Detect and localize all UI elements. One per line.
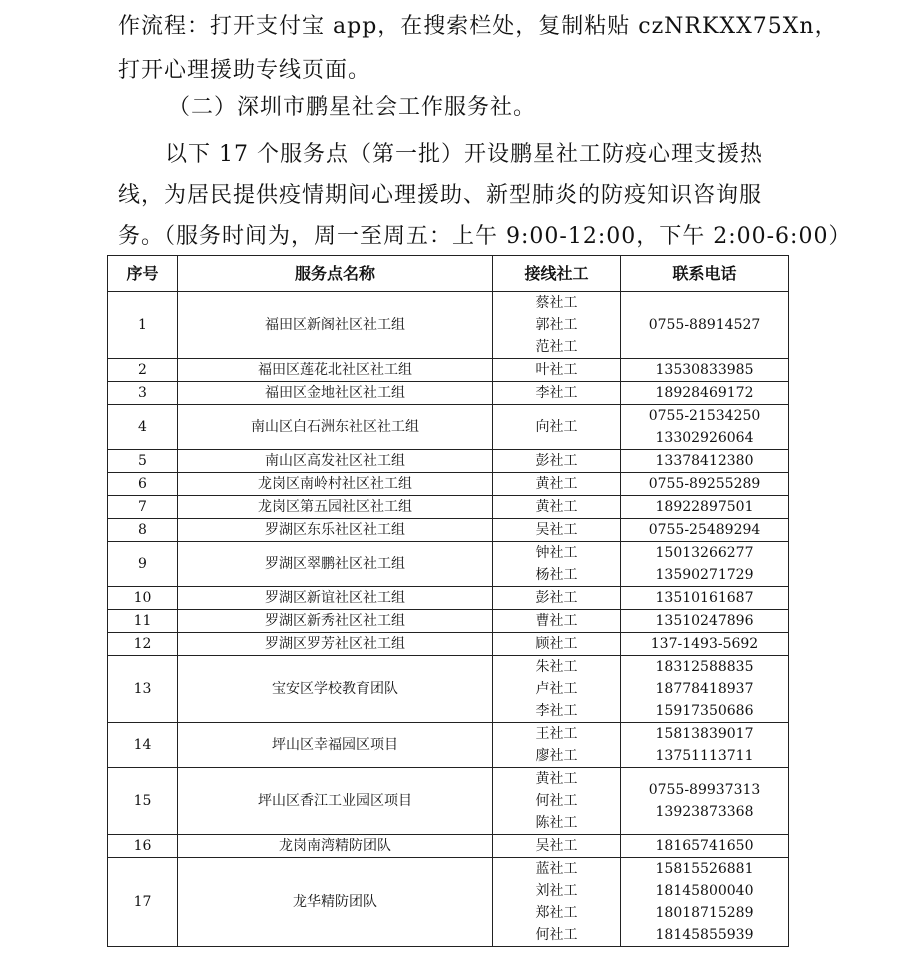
phone-cell bbox=[621, 473, 789, 496]
row-number: 14 bbox=[108, 723, 178, 768]
phone-number: 13302926064 bbox=[655, 430, 754, 446]
table-row bbox=[108, 405, 789, 450]
phone-number: 0755-21534250 bbox=[648, 408, 761, 424]
table-header-row bbox=[108, 256, 789, 292]
row-number: 15 bbox=[108, 768, 178, 835]
header-worker: 接线社工 bbox=[493, 256, 621, 292]
service-point-name: 龙华精防团队 bbox=[178, 858, 493, 947]
phone-cell bbox=[621, 723, 789, 768]
worker-cell bbox=[493, 656, 621, 723]
phone-cell bbox=[621, 858, 789, 947]
table-row bbox=[108, 768, 789, 835]
phone-number: 18018715289 bbox=[655, 905, 754, 921]
service-point-name: 龙岗南湾精防团队 bbox=[178, 835, 493, 858]
table-body bbox=[108, 292, 789, 947]
phone-number: 0755-89937313 bbox=[648, 782, 761, 798]
service-point-name: 罗湖区罗芳社区社工组 bbox=[178, 633, 493, 656]
worker-name: 黄社工 bbox=[535, 499, 578, 515]
section-heading: （二）深圳市鹏星社会工作服务社。 bbox=[168, 95, 537, 120]
phone-number: 0755-89255289 bbox=[648, 476, 761, 492]
worker-cell bbox=[493, 450, 621, 473]
phone-number: 13510247896 bbox=[655, 613, 754, 629]
row-number: 3 bbox=[108, 382, 178, 405]
worker-name: 叶社工 bbox=[535, 362, 578, 378]
worker-cell bbox=[493, 858, 621, 947]
worker-name: 彭社工 bbox=[535, 453, 578, 469]
phone-cell bbox=[621, 835, 789, 858]
table-row bbox=[108, 473, 789, 496]
worker-cell bbox=[493, 382, 621, 405]
worker-cell bbox=[493, 405, 621, 450]
service-point-name: 南山区高发社区社工组 bbox=[178, 450, 493, 473]
row-number: 11 bbox=[108, 610, 178, 633]
row-number: 4 bbox=[108, 405, 178, 450]
worker-name: 郭社工 bbox=[535, 317, 578, 333]
intro-line-2: 打开心理援助专线页面。 bbox=[118, 58, 372, 83]
worker-name: 向社工 bbox=[535, 419, 578, 435]
phone-number: 18778418937 bbox=[655, 681, 754, 697]
worker-name: 范社工 bbox=[535, 339, 578, 355]
worker-name: 何社工 bbox=[535, 793, 578, 809]
table-row bbox=[108, 542, 789, 587]
phone-cell bbox=[621, 519, 789, 542]
service-point-name: 坪山区幸福园区项目 bbox=[178, 723, 493, 768]
service-point-name: 龙岗区南岭村社区社工组 bbox=[178, 473, 493, 496]
phone-number: 15815526881 bbox=[655, 861, 754, 877]
worker-name: 曹社工 bbox=[535, 613, 578, 629]
row-number: 1 bbox=[108, 292, 178, 359]
worker-name: 王社工 bbox=[535, 726, 578, 742]
worker-cell bbox=[493, 496, 621, 519]
phone-number: 18165741650 bbox=[655, 838, 754, 854]
phone-number: 15917350686 bbox=[655, 703, 754, 719]
worker-name: 黄社工 bbox=[535, 771, 578, 787]
phone-cell bbox=[621, 656, 789, 723]
table-row bbox=[108, 292, 789, 359]
service-points-table bbox=[107, 255, 789, 947]
phone-number: 0755-25489294 bbox=[648, 522, 761, 538]
worker-name: 朱社工 bbox=[535, 659, 578, 675]
row-number: 2 bbox=[108, 359, 178, 382]
phone-cell bbox=[621, 382, 789, 405]
table-row bbox=[108, 519, 789, 542]
worker-name: 蔡社工 bbox=[535, 295, 578, 311]
worker-name: 钟社工 bbox=[535, 545, 578, 561]
phone-number: 13378412380 bbox=[655, 453, 754, 469]
service-point-name: 南山区白石洲东社区社工组 bbox=[178, 405, 493, 450]
worker-name: 刘社工 bbox=[535, 883, 578, 899]
worker-cell bbox=[493, 610, 621, 633]
table-row bbox=[108, 359, 789, 382]
phone-number: 13751113711 bbox=[655, 748, 754, 764]
phone-number: 15813839017 bbox=[655, 726, 754, 742]
row-number: 5 bbox=[108, 450, 178, 473]
phone-cell bbox=[621, 610, 789, 633]
worker-name: 陈社工 bbox=[535, 815, 578, 831]
row-number: 13 bbox=[108, 656, 178, 723]
intro-line-4: 以下 17 个服务点（第一批）开设鹏星社工防疫心理支援热 bbox=[165, 142, 763, 167]
table-row bbox=[108, 633, 789, 656]
header-phone: 联系电话 bbox=[621, 256, 789, 292]
worker-name: 蓝社工 bbox=[535, 861, 578, 877]
phone-number: 18145855939 bbox=[655, 927, 754, 943]
worker-cell bbox=[493, 542, 621, 587]
worker-cell bbox=[493, 768, 621, 835]
worker-name: 何社工 bbox=[535, 927, 578, 943]
phone-number: 18928469172 bbox=[655, 385, 754, 401]
service-point-name: 罗湖区新谊社区社工组 bbox=[178, 587, 493, 610]
table-row bbox=[108, 858, 789, 947]
phone-number: 18312588835 bbox=[655, 659, 754, 675]
worker-name: 李社工 bbox=[535, 703, 578, 719]
service-point-name: 龙岗区第五园社区社工组 bbox=[178, 496, 493, 519]
row-number: 9 bbox=[108, 542, 178, 587]
row-number: 16 bbox=[108, 835, 178, 858]
worker-name: 李社工 bbox=[535, 385, 578, 401]
phone-cell bbox=[621, 496, 789, 519]
header-no: 序号 bbox=[108, 256, 178, 292]
phone-number: 13510161687 bbox=[655, 590, 754, 606]
table-row bbox=[108, 496, 789, 519]
phone-cell bbox=[621, 633, 789, 656]
intro-line-1: 作流程：打开支付宝 app，在搜索栏处，复制粘贴 czNRKXX75Xn， bbox=[118, 14, 838, 39]
phone-cell bbox=[621, 450, 789, 473]
header-name: 服务点名称 bbox=[178, 256, 493, 292]
worker-cell bbox=[493, 723, 621, 768]
row-number: 6 bbox=[108, 473, 178, 496]
phone-cell bbox=[621, 542, 789, 587]
worker-cell bbox=[493, 473, 621, 496]
phone-number: 18922897501 bbox=[655, 499, 754, 515]
service-point-name: 罗湖区东乐社区社工组 bbox=[178, 519, 493, 542]
worker-name: 杨社工 bbox=[535, 567, 578, 583]
worker-name: 吴社工 bbox=[535, 838, 578, 854]
phone-number: 18145800040 bbox=[655, 883, 754, 899]
worker-cell bbox=[493, 359, 621, 382]
worker-cell bbox=[493, 633, 621, 656]
worker-cell bbox=[493, 292, 621, 359]
service-point-name: 福田区新阁社区社工组 bbox=[178, 292, 493, 359]
table-row bbox=[108, 723, 789, 768]
table-row bbox=[108, 656, 789, 723]
service-point-name: 罗湖区翠鹏社区社工组 bbox=[178, 542, 493, 587]
row-number: 10 bbox=[108, 587, 178, 610]
table-row bbox=[108, 450, 789, 473]
worker-name: 卢社工 bbox=[535, 681, 578, 697]
worker-cell bbox=[493, 519, 621, 542]
worker-name: 吴社工 bbox=[535, 522, 578, 538]
phone-cell bbox=[621, 359, 789, 382]
intro-line-5: 线，为居民提供疫情期间心理援助、新型肺炎的防疫知识咨询服 bbox=[118, 183, 763, 208]
table-row bbox=[108, 587, 789, 610]
service-point-name: 福田区金地社区社工组 bbox=[178, 382, 493, 405]
worker-name: 彭社工 bbox=[535, 590, 578, 606]
worker-name: 郑社工 bbox=[535, 905, 578, 921]
table-row bbox=[108, 610, 789, 633]
row-number: 12 bbox=[108, 633, 178, 656]
service-point-name: 罗湖区新秀社区社工组 bbox=[178, 610, 493, 633]
service-point-name: 福田区莲花北社区社工组 bbox=[178, 359, 493, 382]
worker-name: 廖社工 bbox=[535, 748, 578, 764]
phone-number: 0755-88914527 bbox=[648, 317, 761, 333]
phone-number: 13923873368 bbox=[655, 804, 754, 820]
row-number: 17 bbox=[108, 858, 178, 947]
phone-cell bbox=[621, 587, 789, 610]
service-point-name: 坪山区香江工业园区项目 bbox=[178, 768, 493, 835]
phone-number: 137-1493-5692 bbox=[650, 636, 759, 652]
row-number: 7 bbox=[108, 496, 178, 519]
worker-cell bbox=[493, 587, 621, 610]
phone-cell bbox=[621, 405, 789, 450]
worker-name: 顾社工 bbox=[535, 636, 578, 652]
row-number: 8 bbox=[108, 519, 178, 542]
service-point-name: 宝安区学校教育团队 bbox=[178, 656, 493, 723]
phone-number: 13590271729 bbox=[655, 567, 754, 583]
phone-cell bbox=[621, 292, 789, 359]
phone-number: 15013266277 bbox=[655, 545, 754, 561]
table-row bbox=[108, 382, 789, 405]
intro-line-6: 务。（服务时间为，周一至周五：上午 9:00-12:00，下午 2:00-6:00） bbox=[118, 224, 852, 249]
phone-cell bbox=[621, 768, 789, 835]
phone-number: 13530833985 bbox=[655, 362, 754, 378]
worker-name: 黄社工 bbox=[535, 476, 578, 492]
table-row bbox=[108, 835, 789, 858]
worker-cell bbox=[493, 835, 621, 858]
